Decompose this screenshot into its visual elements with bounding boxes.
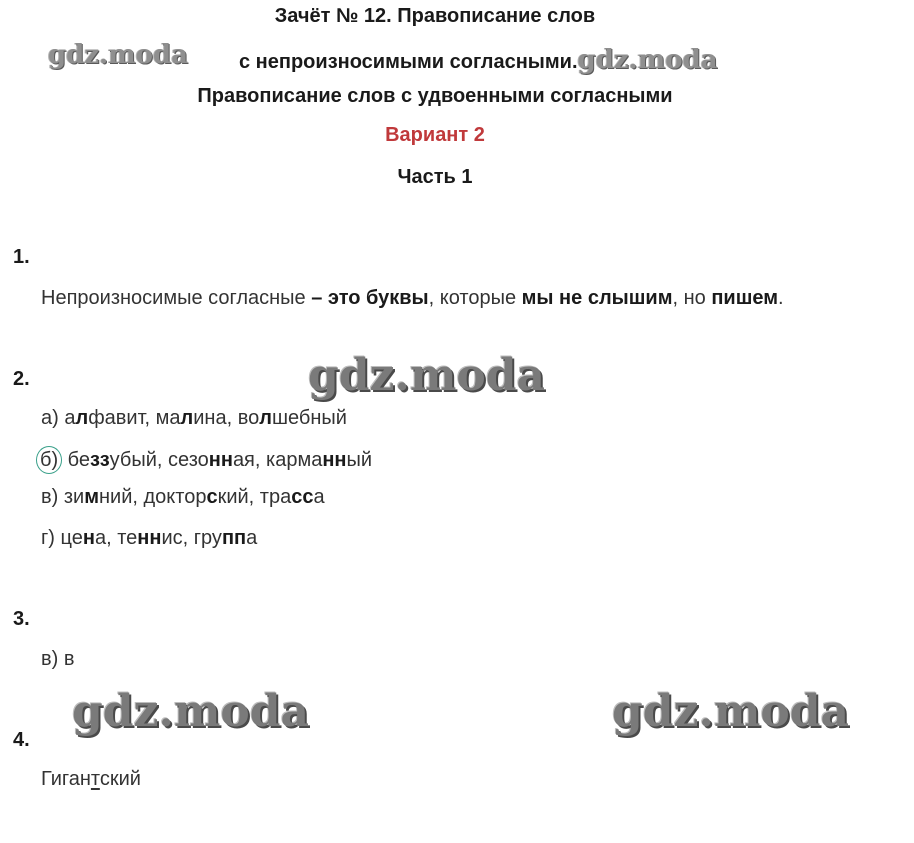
option-a	[41, 407, 347, 430]
seg-bold: л	[75, 407, 89, 429]
seg-bold: зз	[90, 449, 110, 471]
seg-bold: нн	[137, 527, 162, 549]
seg: фавит, ма	[88, 407, 181, 429]
watermark-top-left: gdz.moda	[48, 40, 189, 70]
option-b	[41, 446, 372, 474]
seg-bold: л	[180, 407, 194, 429]
q4-text-1: Гиган	[41, 768, 91, 790]
seg: а	[58, 407, 76, 429]
seg: а	[246, 527, 258, 549]
seg-bold: нн	[208, 449, 233, 471]
seg: ая, карма	[232, 449, 323, 471]
seg: убый, сезо	[109, 449, 209, 471]
seg-bold: с	[206, 486, 218, 508]
seg-bold: сс	[291, 486, 314, 508]
seg: шебный	[271, 407, 347, 429]
title-line-3: Правописание слов с удвоенными согласными	[197, 85, 673, 107]
q1-text-1: Непроизносимые согласные	[41, 287, 312, 309]
q4-underlined-letter: т	[90, 768, 100, 790]
seg: ый	[346, 449, 373, 471]
watermark-bottom-right: gdz.moda	[612, 686, 850, 737]
seg: а, те	[94, 527, 138, 549]
q1-bold-3: пишем	[711, 287, 779, 309]
q4-text-2: ский	[99, 768, 141, 790]
seg: а	[313, 486, 325, 508]
watermark-inline: gdz.moda	[577, 45, 718, 75]
title-line-2-text: с непроизносимыми согласными.	[239, 51, 578, 73]
option-g	[41, 527, 257, 550]
seg: зи	[58, 486, 85, 508]
q1-text-2: , которые	[428, 287, 522, 309]
question-2-number: 2.	[13, 368, 30, 390]
option-v	[41, 486, 325, 509]
watermark-center: gdz.moda	[308, 350, 546, 401]
part-label: Часть 1	[397, 166, 473, 188]
seg: ний, доктор	[99, 486, 207, 508]
seg-bold: н	[82, 527, 95, 549]
seg-bold: нн	[322, 449, 347, 471]
seg: ис, гру	[161, 527, 222, 549]
q1-bold-2: мы не слышим	[521, 287, 673, 309]
seg: бе	[62, 449, 91, 471]
title-line-2	[239, 45, 718, 75]
watermark-bottom-left: gdz.moda	[72, 686, 310, 737]
question-1-answer	[41, 287, 784, 310]
question-4-number: 4.	[13, 729, 30, 751]
option-v-label: в)	[41, 486, 59, 508]
title-line-1: Зачёт № 12. Правописание слов	[274, 5, 596, 27]
q1-text-3: , но	[672, 287, 712, 309]
question-3-number: 3.	[13, 608, 30, 630]
seg-bold: пп	[221, 527, 247, 549]
seg: ина, во	[193, 407, 260, 429]
seg: це	[54, 527, 83, 549]
q1-bold-1: – это буквы	[311, 287, 429, 309]
question-3-answer: в) в	[41, 648, 75, 670]
option-b-label-circled: б)	[36, 446, 62, 474]
variant-label: Вариант 2	[385, 124, 485, 146]
q1-text-4: .	[778, 287, 784, 309]
question-4-answer	[41, 768, 141, 791]
question-1-number: 1.	[13, 246, 30, 268]
seg-bold: м	[84, 486, 99, 508]
seg: кий, тра	[217, 486, 292, 508]
option-a-label: а)	[41, 407, 59, 429]
option-g-label: г)	[41, 527, 55, 549]
seg-bold: л	[259, 407, 272, 429]
